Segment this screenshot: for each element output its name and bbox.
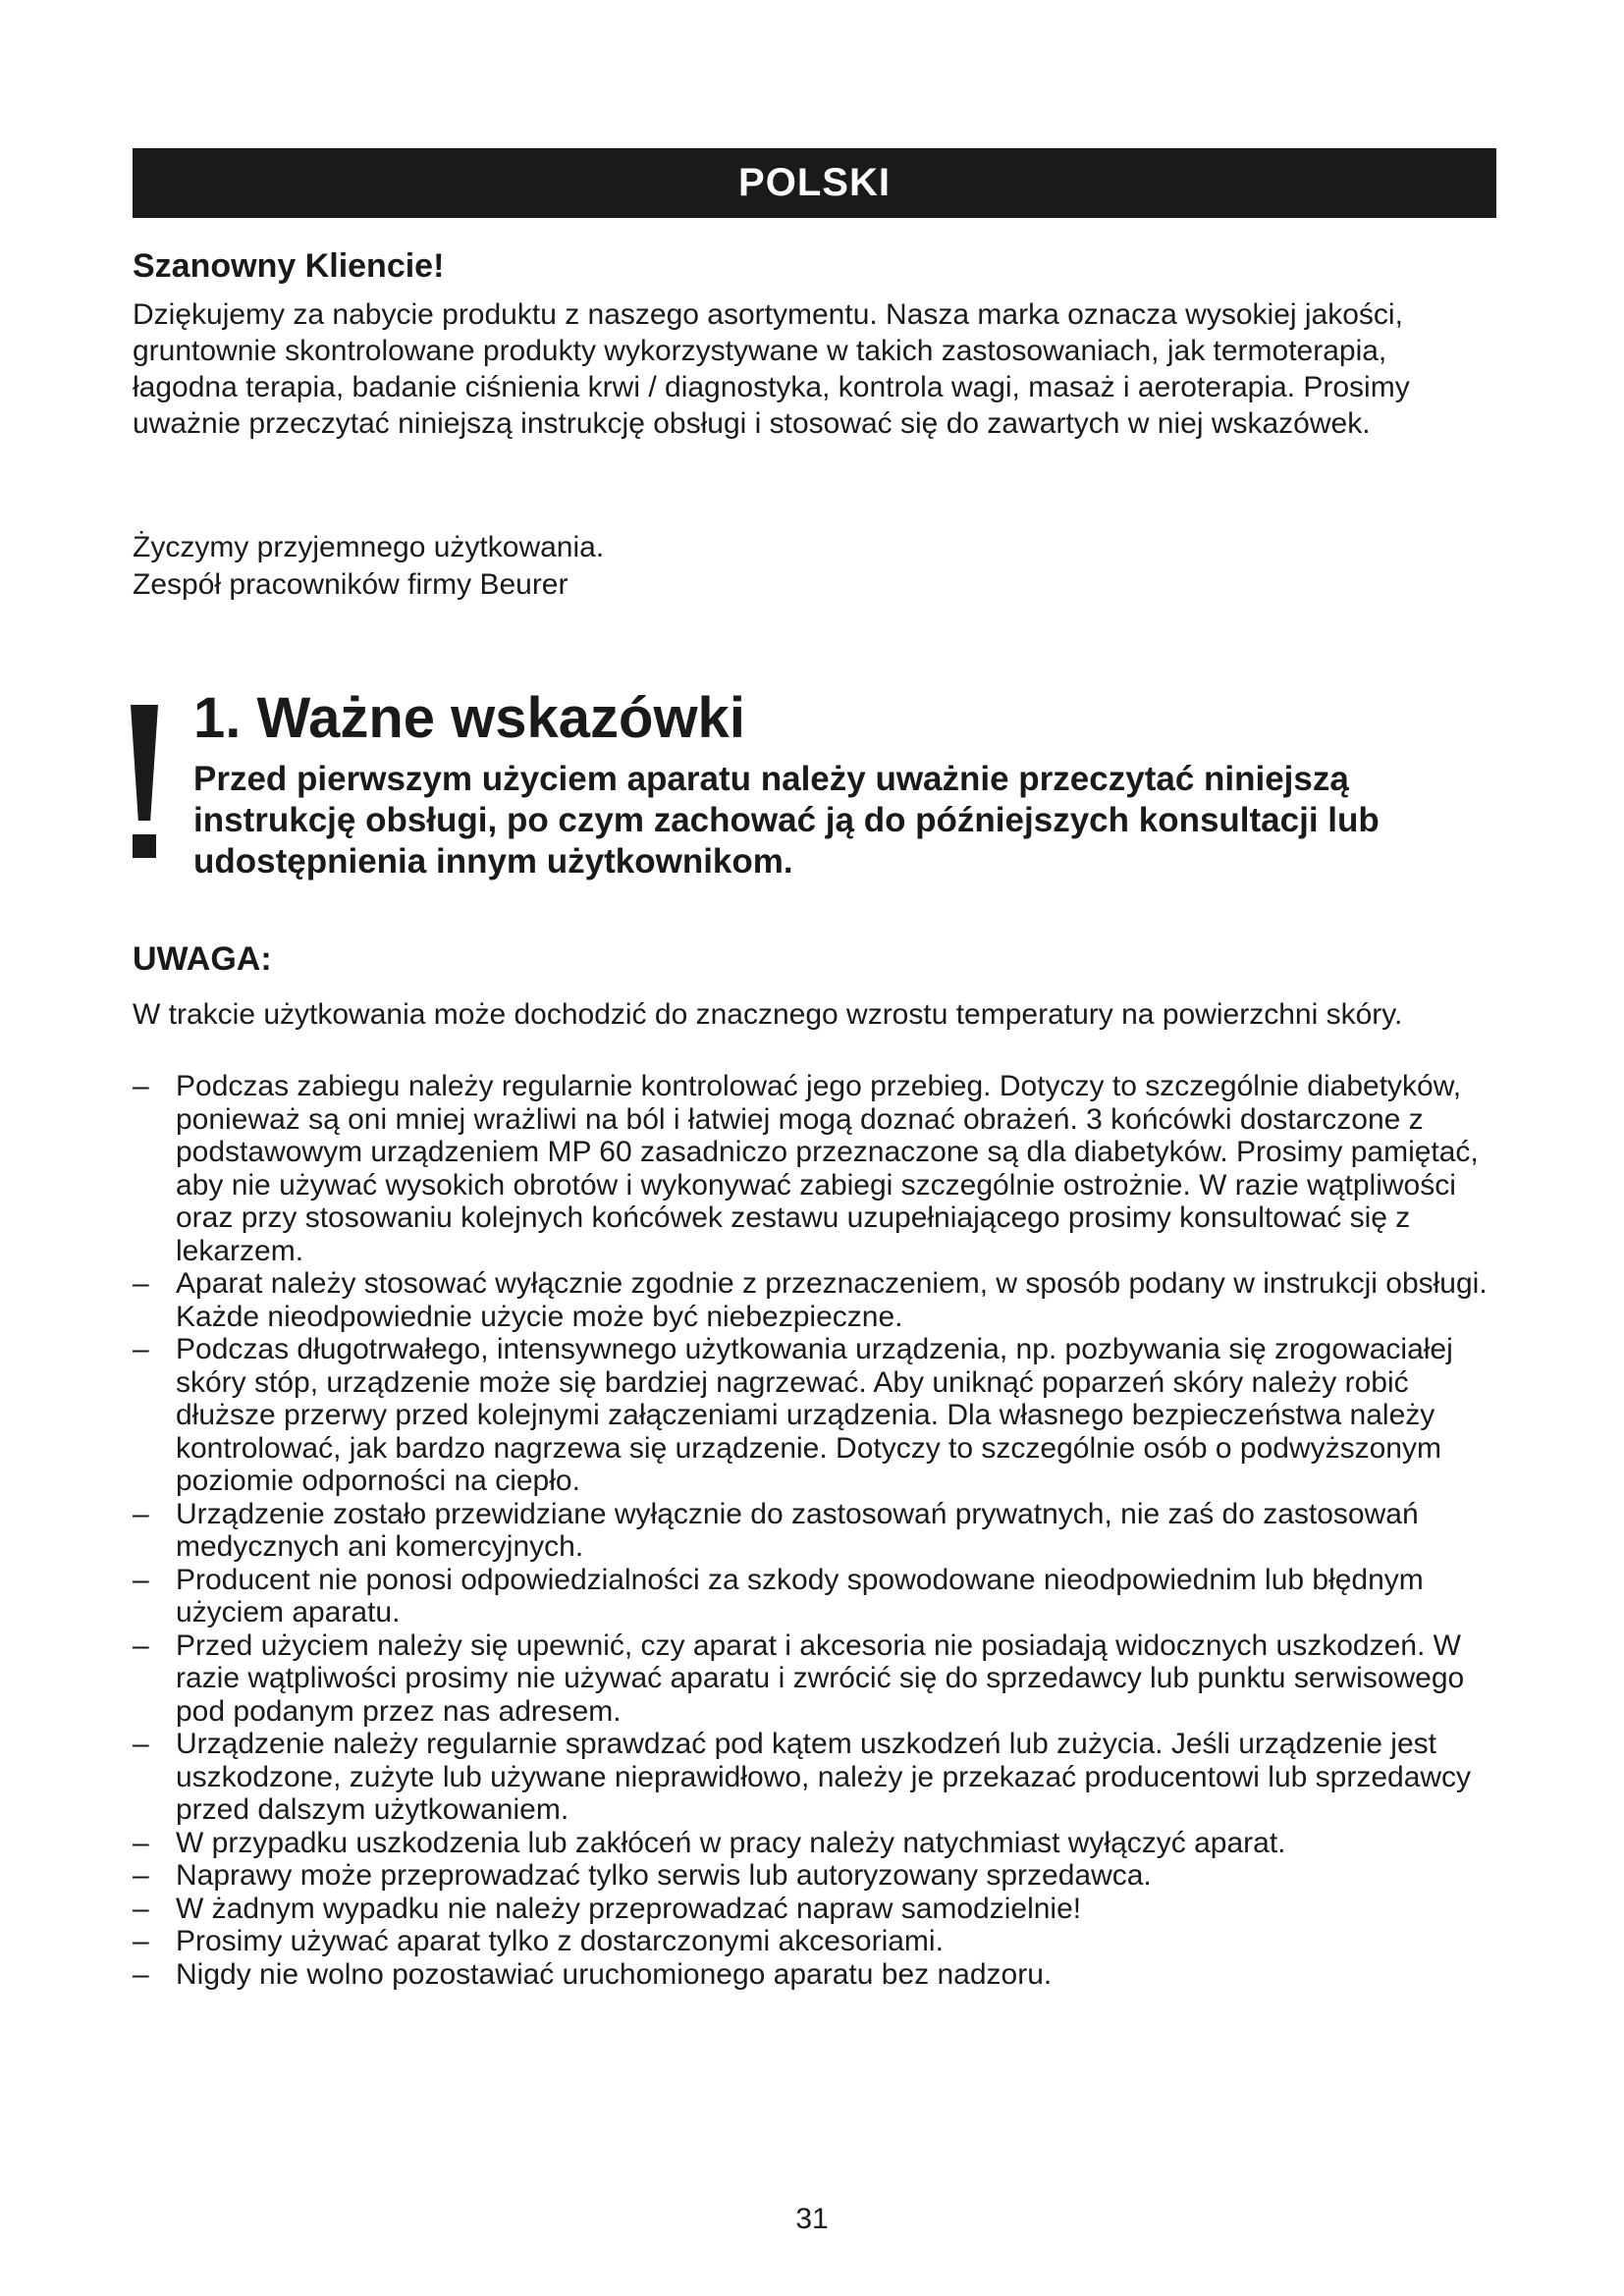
dash-bullet: – [133,1629,149,1662]
list-item [133,1564,1502,1629]
list-item-text: Aparat należy stosować wyłącznie zgodnie z przeznaczeniem, w sposób podany w instrukcji obsługi. Każde nieodpowiednie użycie może być niebezpieczne. [176,1267,1488,1333]
dash-bullet: – [133,1333,149,1365]
list-item-text: Producent nie ponosi odpowiedzialności za szkody spowodowane nieodpowiednim lub błędnym użyciem aparatu. [176,1563,1424,1629]
section-title: 1. Ważne wskazówki [193,686,745,750]
list-item [133,1859,1502,1893]
list-item [133,1958,1502,1992]
list-item-text: W przypadku uszkodzenia lub zakłóceń w pracy należy natychmiast wyłączyć aparat. [176,1826,1286,1859]
list-item-text: Nigdy nie wolno pozostawiać uruchomionego aparatu bez nadzoru. [176,1957,1053,1991]
dash-bullet: – [133,1563,149,1596]
dash-bullet: – [133,1892,149,1925]
list-item-text: Podczas zabiegu należy regularnie kontrolować jego przebieg. Dotyczy to szczególnie diabetyków, ponieważ są oni mniej wrażliwi na ból i łatwiej mogą doznać obrażeń. 3 końcówki dostarczone z podstawowym urządzeniem MP 60 zasadniczo przeznaczone są dla diabetyków. Prosimy pamiętać, aby nie używać wysokich obrotów i wykonywać zabiegi szczególnie ostrożnie. W razie wątpliwości oraz przy stosowaniu kolejnych końcówek zestawu uzupełniającego prosimy konsultować się z lekarzem. [176,1070,1479,1267]
dash-bullet: – [133,1070,149,1102]
signoff-line-1: Życzymy przyjemnego użytkowania. [133,531,605,563]
important-notice: Przed pierwszym użyciem aparatu należy uważnie przeczytać niniejszą instrukcję obsługi, po czym zachować ją do późniejszych konsultacji lub udostępnienia innym użytkownikom. [193,760,1380,881]
list-item-text: Prosimy używać aparat tylko z dostarczonymi akcesoriami. [176,1925,944,1957]
list-item [133,1925,1502,1958]
dash-bullet: – [133,1826,149,1859]
dash-bullet: – [133,1957,149,1991]
list-item-text: Urządzenie zostało przewidziane wyłącznie do zastosowań prywatnych, nie zaś do zastosowań medycznych ani komercyjnych. [176,1497,1419,1563]
exclamation-bar [131,705,158,821]
list-item-text: Podczas długotrwałego, intensywnego użytkowania urządzenia, np. pozbywania się zrogowaciałej skóry stóp, urządzenie może się bardziej nagrzewać. Aby uniknąć poparzeń skóry należy robić dłuższe przerwy przed kolejnymi załączeniami urządzenia. Dla własnego bezpieczeństwa należy kontrolować, jak bardzo nagrzewa się urządzenie. Dotyczy to szczególnie osób o podwyższonym poziomie odporności na ciepło. [176,1333,1453,1497]
list-item [133,1267,1502,1333]
uwaga-intro: W trakcie użytkowania może dochodzić do znacznego wzrostu temperatury na powierzchni skóry. [133,998,1403,1031]
language-label: POLSKI [738,161,891,204]
dash-bullet: – [133,1859,149,1892]
exclamation-icon [131,705,160,862]
signoff-line-2: Zespół pracowników firmy Beurer [133,568,568,601]
list-item-text: Urządzenie należy regularnie sprawdzać pod kątem uszkodzeń lub zużycia. Jeśli urządzenie jest uszkodzone, zużyte lub używane nieprawidłowo, należy je przekazać producentowi lub sprzedawcy przed dalszym użytkowaniem. [176,1728,1472,1826]
dash-bullet: – [133,1925,149,1957]
list-item [133,1629,1502,1729]
intro-paragraph: Dziękujemy za nabycie produktu z naszego asortymentu. Nasza marka oznacza wysokiej jakości, gruntownie skontrolowane produkty wykorzystywane w takich zastosowaniach, jak termoterapia, łagodna terapia, badanie ciśnienia krwi / diagnostyka, kontrola wagi, masaż i aeroterapia. Prosimy uważnie przeczytać niniejszą instrukcję obsługi i stosować się do zawartych w niej wskazówek. [133,298,1410,440]
uwaga-heading: UWAGA: [133,940,272,978]
greeting-heading: Szanowny Kliencie! [133,247,445,285]
list-item [133,1333,1502,1498]
list-item [133,1070,1502,1267]
dash-bullet: – [133,1497,149,1530]
dash-bullet: – [133,1267,149,1300]
list-item [133,1728,1502,1827]
list-item-text: W żadnym wypadku nie należy przeprowadzać napraw samodzielnie! [176,1892,1082,1925]
page-number: 31 [795,2203,829,2235]
language-header [133,148,1496,218]
list-item [133,1893,1502,1926]
exclamation-dot [133,834,156,858]
list-item [133,1827,1502,1860]
list-item-text: Przed użyciem należy się upewnić, czy aparat i akcesoria nie posiadają widocznych uszkodzeń. W razie wątpliwości prosimy nie używać aparatu i zwrócić się do sprzedawcy lub punktu serwisowego pod podanym przez nas adresem. [176,1629,1465,1728]
dash-bullet: – [133,1728,149,1760]
list-item [133,1498,1502,1564]
warning-list [133,1070,1502,1991]
list-item-text: Naprawy może przeprowadzać tylko serwis lub autoryzowany sprzedawca. [176,1859,1152,1892]
